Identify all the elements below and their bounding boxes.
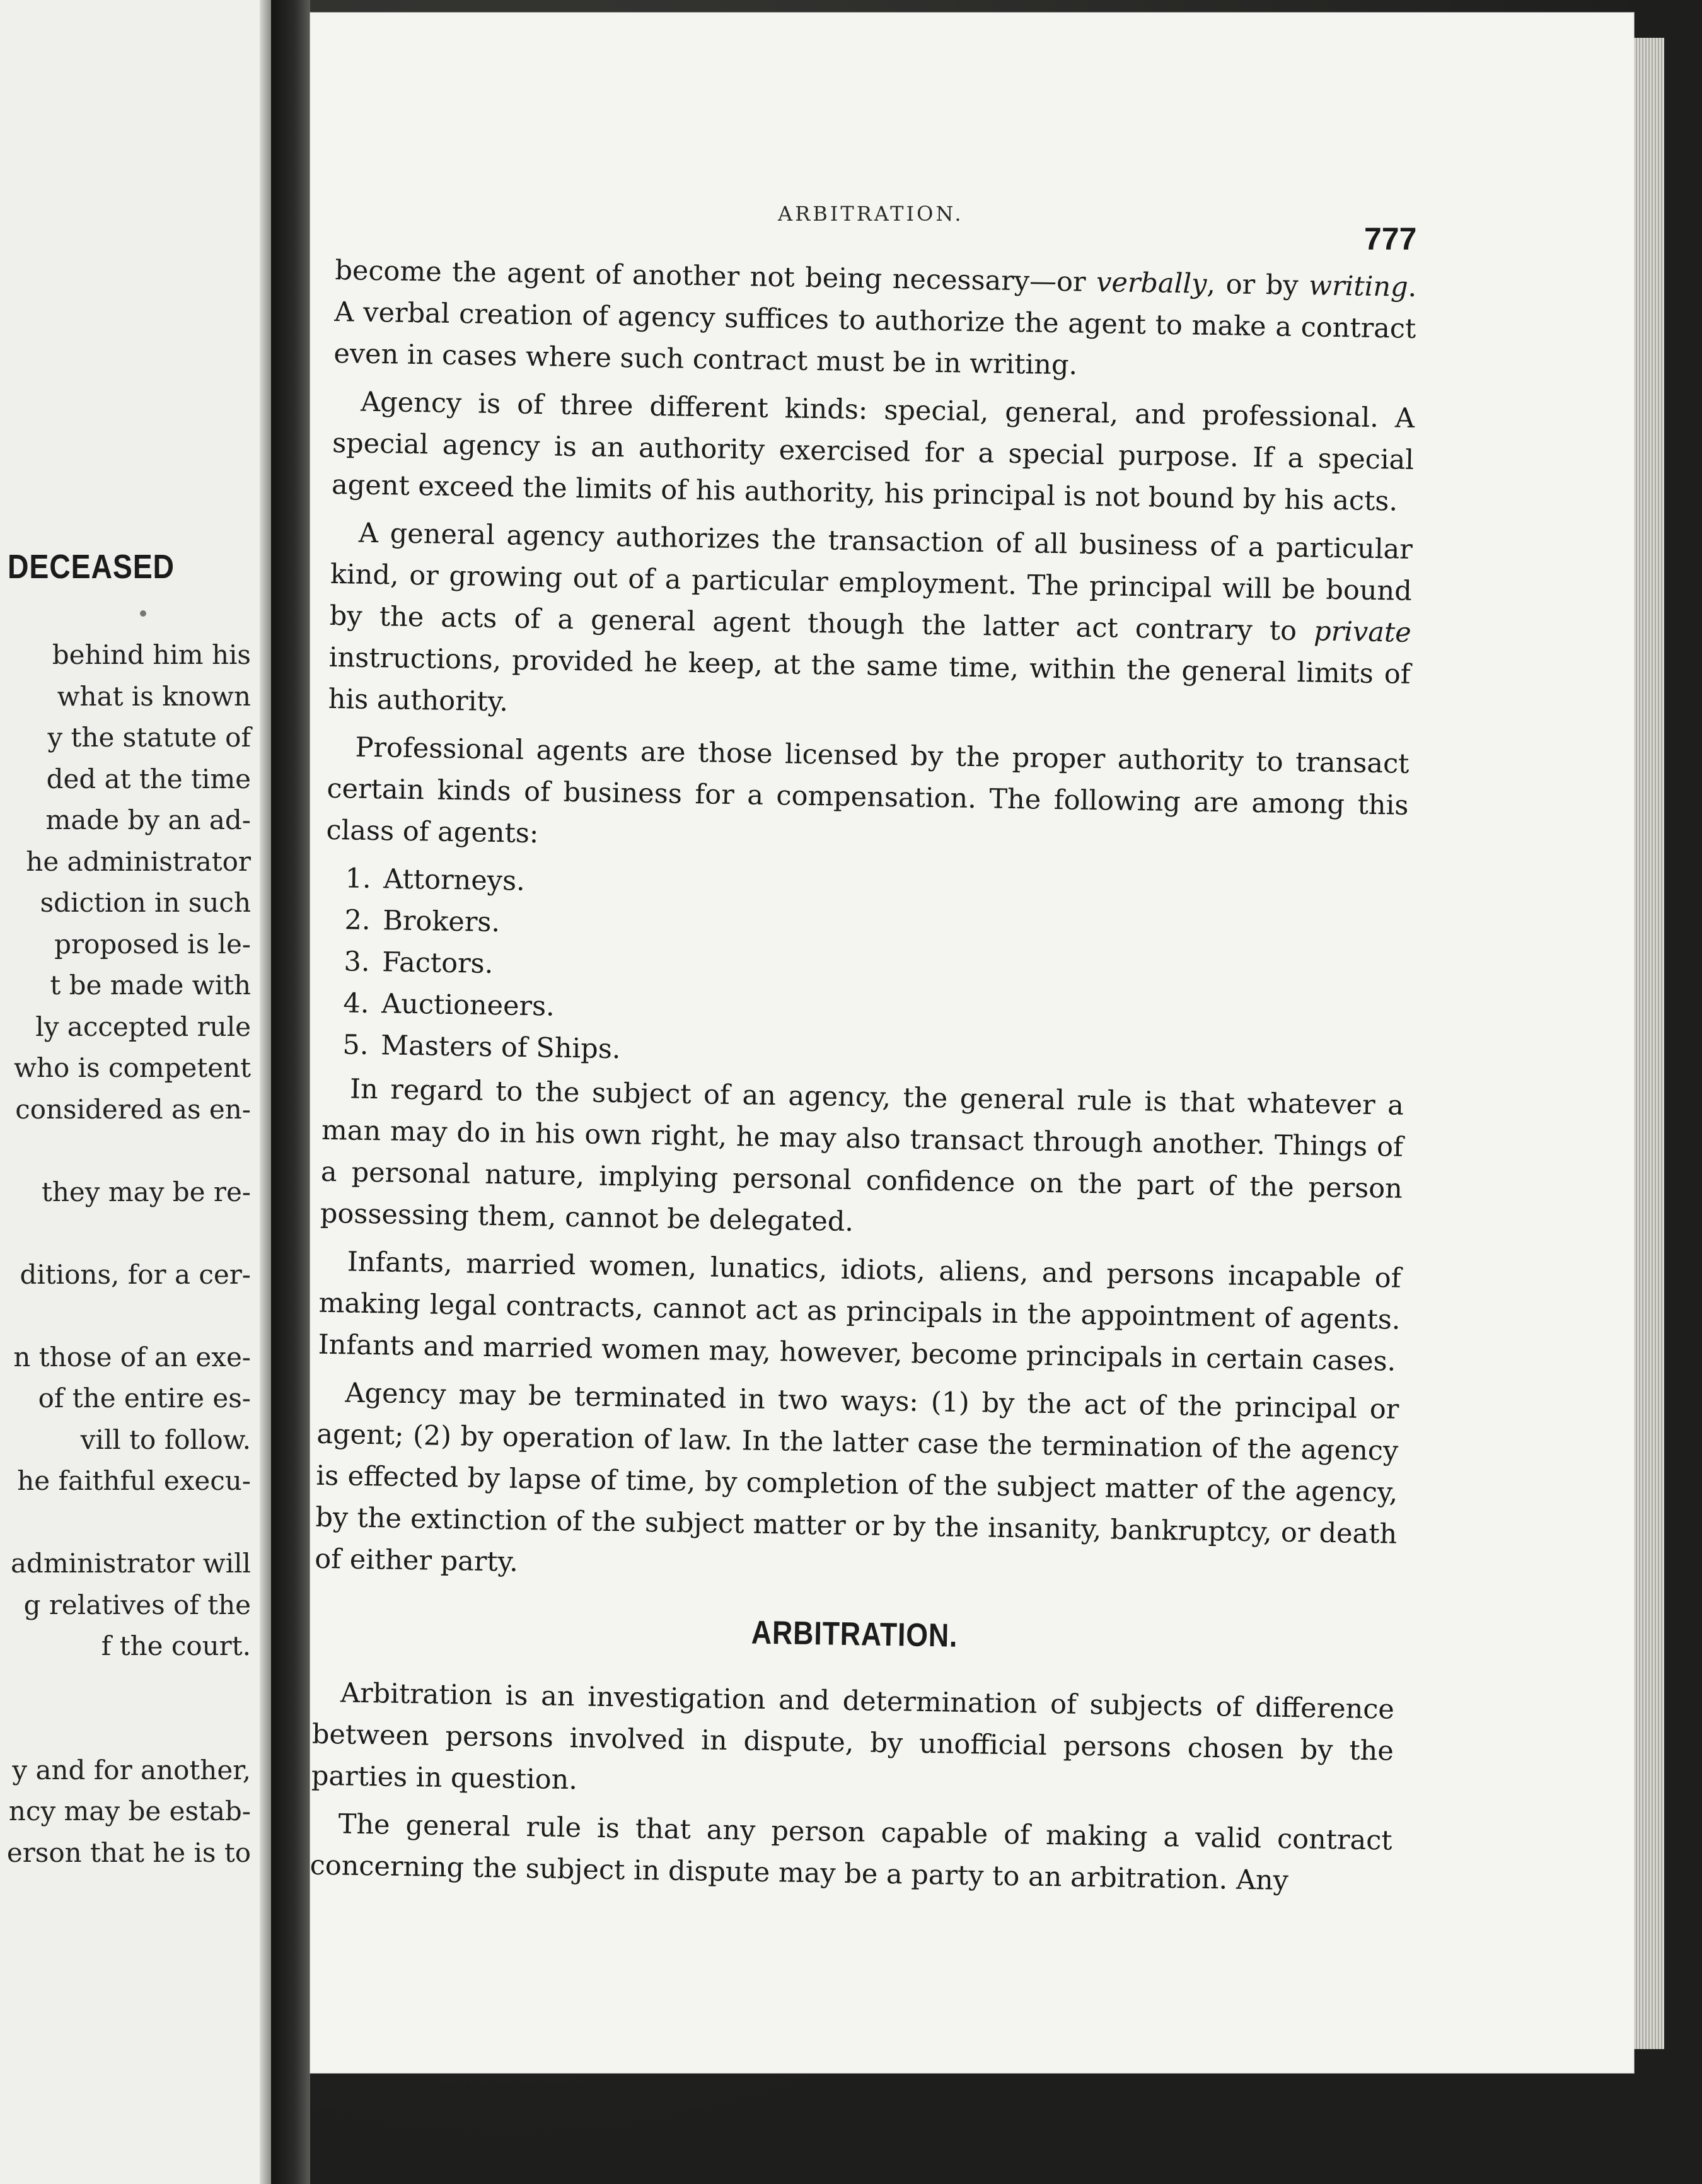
section-title: ARBITRATION.	[751, 1614, 958, 1654]
left-text-line: t be made with	[50, 970, 251, 1001]
paragraph: Agency is of three different kinds: special, general, and professional. A special agency is an authority exercised for a special purpose. If a special agent exceed the limits of his authority, his principal is not bound by his acts.	[331, 386, 1415, 518]
left-facing-page	[0, 0, 271, 2184]
italic-word: verbally	[1096, 266, 1207, 300]
left-text-line: they may be re-	[41, 1176, 251, 1207]
page-edges	[1634, 38, 1664, 2049]
left-text-line: ncy may be estab-	[8, 1796, 251, 1827]
left-text-line: made by an ad-	[45, 804, 251, 835]
left-page-heading: DECEASED	[8, 548, 175, 586]
italic-word: writing	[1308, 270, 1408, 303]
page-number: 777	[1364, 221, 1417, 257]
body-text	[310, 250, 1417, 1910]
left-text-line: g relatives of the	[23, 1589, 251, 1620]
paragraph: Agency may be terminated in two ways: (1) by the act of the principal or agent; (2) by operation of law. In the latter case the termination of the agency is effected by lapse of time, by completion of the subject matter of the agency, by the extinction of the subject matter or by the insanity, bankruptcy, or death of either party.	[314, 1377, 1399, 1578]
running-head: ARBITRATION.	[778, 202, 964, 226]
left-text-line: ditions, for a cer-	[20, 1258, 251, 1290]
left-text-line: considered as en-	[15, 1093, 251, 1125]
page-gutter	[260, 0, 271, 2184]
list-item: 2. Brokers.	[379, 900, 1407, 958]
paragraph: The general rule is that any person capable of making a valid contract concerning the subject in dispute may be a party to an arbitration. Any	[310, 1808, 1392, 1897]
left-text-line: who is competent	[13, 1052, 251, 1083]
paragraph: A general agency authorizes the transaction of all business of a particular kind, or growing out of a particular employment. The principal will be bound by the acts of a general agent though the latter act contrary to private instructions, provided he keep, at the same time, within the general limits of his authority.	[328, 517, 1413, 718]
left-text-line: he administrator	[26, 845, 251, 877]
left-text-line: he faithful execu-	[17, 1465, 251, 1496]
left-text-line: behind him his	[52, 639, 251, 670]
agents-list	[323, 857, 1408, 1083]
book-spine	[271, 0, 310, 2184]
paragraph: Professional agents are those licensed by the proper authority to transact certain kinds of business for a compensation. The following are among this class of agents:	[326, 731, 1410, 850]
list-item: 4. Auctioneers.	[378, 983, 1406, 1041]
left-text-line: erson that he is to	[6, 1837, 251, 1868]
left-text-line: what is known	[57, 680, 251, 712]
list-item: 1. Attorneys.	[379, 858, 1408, 916]
left-text-line: y the statute of	[47, 722, 251, 753]
left-text-line: y and for another,	[12, 1754, 251, 1786]
list-item: 3. Factors.	[378, 941, 1406, 999]
left-text-line: sdiction in such	[40, 887, 251, 918]
left-text-line: of the entire es-	[38, 1383, 251, 1414]
left-text-line: administrator will	[10, 1548, 251, 1579]
italic-word: private	[1313, 615, 1412, 649]
left-text-line: ded at the time	[46, 763, 251, 794]
left-text-line: n those of an exe-	[13, 1341, 251, 1373]
left-text-line: proposed is le-	[54, 928, 251, 960]
left-text-line: vill to follow.	[80, 1424, 251, 1455]
list-item: 5. Masters of Ships.	[377, 1025, 1405, 1083]
paragraph: Arbitration is an investigation and determination of subjects of difference between persons involved in dispute, by unofficial persons chosen by the parties in question.	[311, 1677, 1395, 1796]
paragraph: Infants, married women, lunatics, idiots, aliens, and persons incapable of making legal contracts, cannot act as principals in the appointment of agents. Infants and married women may, however, become principals in certain cases.	[318, 1246, 1401, 1378]
paragraph: become the agent of another not being necessary—or verbally, or by writing. A verbal creation of agency suffices to authorize the agent to make a contract even in cases where such contract must be in writing.	[333, 254, 1417, 381]
left-text-line: ly accepted rule	[35, 1011, 251, 1042]
paragraph: In regard to the subject of an agency, the general rule is that whatever a man may do in his own right, he may also transact through another. Things of a personal nature, implying personal confidence on the part of the person possessing them, cannot be delegated.	[320, 1073, 1404, 1238]
left-text-line: f the court.	[101, 1630, 251, 1661]
ornament-dot	[140, 610, 146, 617]
